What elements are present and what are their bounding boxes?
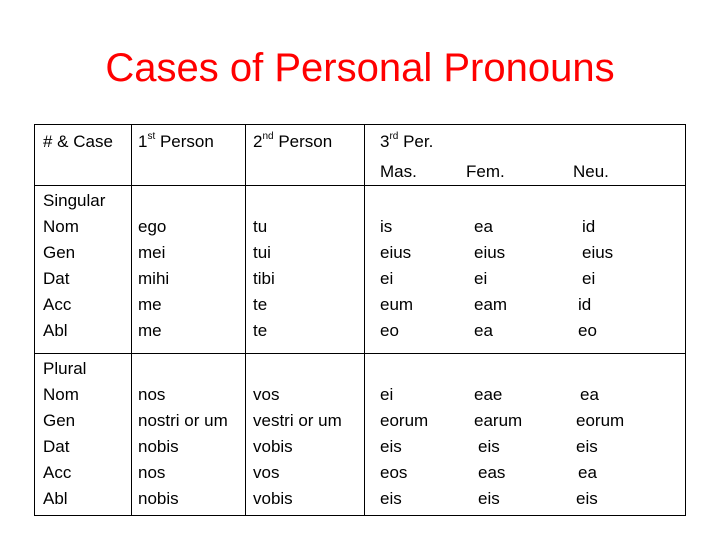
header-case: # & Case (43, 132, 113, 151)
case-label: Nom (43, 385, 79, 404)
pronoun-form: te (253, 295, 268, 314)
pronoun-form: eis (576, 489, 598, 508)
header-second-sup: nd (262, 131, 274, 143)
pronoun-form: eis (380, 437, 402, 456)
plural-case-column (43, 356, 86, 512)
case-label: Dat (43, 269, 70, 288)
pronoun-form: ei (474, 269, 488, 288)
pronoun-form: tu (253, 217, 268, 236)
pronoun-form: ea (474, 217, 493, 236)
pronoun-form: nos (138, 463, 166, 482)
case-label: Dat (43, 437, 70, 456)
pronoun-form: eis (380, 489, 402, 508)
pronoun-form: eo (578, 321, 597, 340)
pronoun-form: vos (253, 385, 280, 404)
case-label: Acc (43, 463, 72, 482)
pronoun-form: eum (380, 295, 414, 314)
header-first-sup: st (147, 131, 156, 143)
pronoun-form: eas (478, 463, 506, 482)
pronoun-form: eius (582, 243, 614, 262)
header-third-person (380, 129, 433, 155)
col-divider-3 (364, 124, 365, 516)
pronoun-form: nostri or um (138, 411, 228, 430)
pronoun-form: ego (138, 217, 167, 236)
pronoun-form: eius (380, 243, 412, 262)
page-title: Cases of Personal Pronouns (105, 46, 615, 90)
header-feminine: Fem. (466, 162, 505, 181)
plural-feminine-column (474, 382, 522, 512)
singular-case-column (43, 188, 105, 344)
pronoun-form: eam (474, 295, 508, 314)
header-masculine: Mas. (380, 162, 417, 181)
case-label: Gen (43, 411, 76, 430)
pronoun-form: ea (578, 463, 597, 482)
plural-label: Plural (43, 359, 87, 378)
pronoun-form: eis (576, 437, 598, 456)
pronoun-form: nos (138, 385, 166, 404)
pronoun-form: vestri or um (253, 411, 342, 430)
case-label: Abl (43, 489, 68, 508)
singular-neuter-column (578, 214, 613, 344)
pronoun-form: eius (474, 243, 506, 262)
pronoun-form: nobis (138, 437, 179, 456)
pronoun-form: vobis (253, 489, 293, 508)
col-divider-1 (131, 124, 132, 516)
header-second-num: 2 (253, 132, 263, 151)
header-third-word: Per. (398, 132, 434, 151)
pronoun-form: id (578, 295, 592, 314)
header-first-word: Person (155, 132, 214, 151)
singular-feminine-column (474, 214, 507, 344)
pronoun-form: me (138, 321, 162, 340)
pronoun-form: tibi (253, 269, 275, 288)
plural-second-person-column (253, 382, 342, 512)
header-neuter: Neu. (573, 162, 609, 181)
header-third-sup: rd (389, 131, 399, 143)
pronoun-form: eis (478, 437, 500, 456)
pronoun-form: eorum (380, 411, 429, 430)
case-label: Gen (43, 243, 76, 262)
plural-neuter-column (576, 382, 624, 512)
plural-masculine-column (380, 382, 428, 512)
pronoun-form: vos (253, 463, 280, 482)
singular-label: Singular (43, 191, 106, 210)
pronoun-form: eo (380, 321, 399, 340)
pronoun-form: me (138, 295, 162, 314)
pronoun-form: is (380, 217, 393, 236)
pronoun-form: ea (580, 385, 599, 404)
pronoun-form: ea (474, 321, 493, 340)
header-first-person (138, 129, 214, 155)
pronoun-form: mei (138, 243, 166, 262)
case-label: Abl (43, 321, 68, 340)
pronoun-form: eos (380, 463, 408, 482)
header-second-person (253, 129, 332, 155)
pronoun-form: eis (478, 489, 500, 508)
case-label: Nom (43, 217, 79, 236)
pronoun-form: eae (474, 385, 503, 404)
col-divider-2 (245, 124, 246, 516)
table-left-border (34, 124, 35, 516)
plural-first-person-column (138, 382, 228, 512)
pronoun-form: ei (582, 269, 596, 288)
pronoun-form: vobis (253, 437, 293, 456)
pronoun-form: mihi (138, 269, 170, 288)
pronoun-form: ei (380, 269, 394, 288)
pronoun-form: earum (474, 411, 523, 430)
pronoun-form: nobis (138, 489, 179, 508)
header-first-num: 1 (138, 132, 148, 151)
singular-first-person-column (138, 214, 169, 344)
pronoun-form: tui (253, 243, 271, 262)
case-label: Acc (43, 295, 72, 314)
singular-masculine-column (380, 214, 413, 344)
header-second-word: Person (273, 132, 333, 151)
pronoun-form: eorum (576, 411, 625, 430)
table-right-border (685, 124, 686, 516)
pronoun-form: te (253, 321, 268, 340)
singular-second-person-column (253, 214, 275, 344)
pronoun-form: id (582, 217, 596, 236)
header-third-num: 3 (380, 132, 390, 151)
pronoun-form: ei (380, 385, 394, 404)
